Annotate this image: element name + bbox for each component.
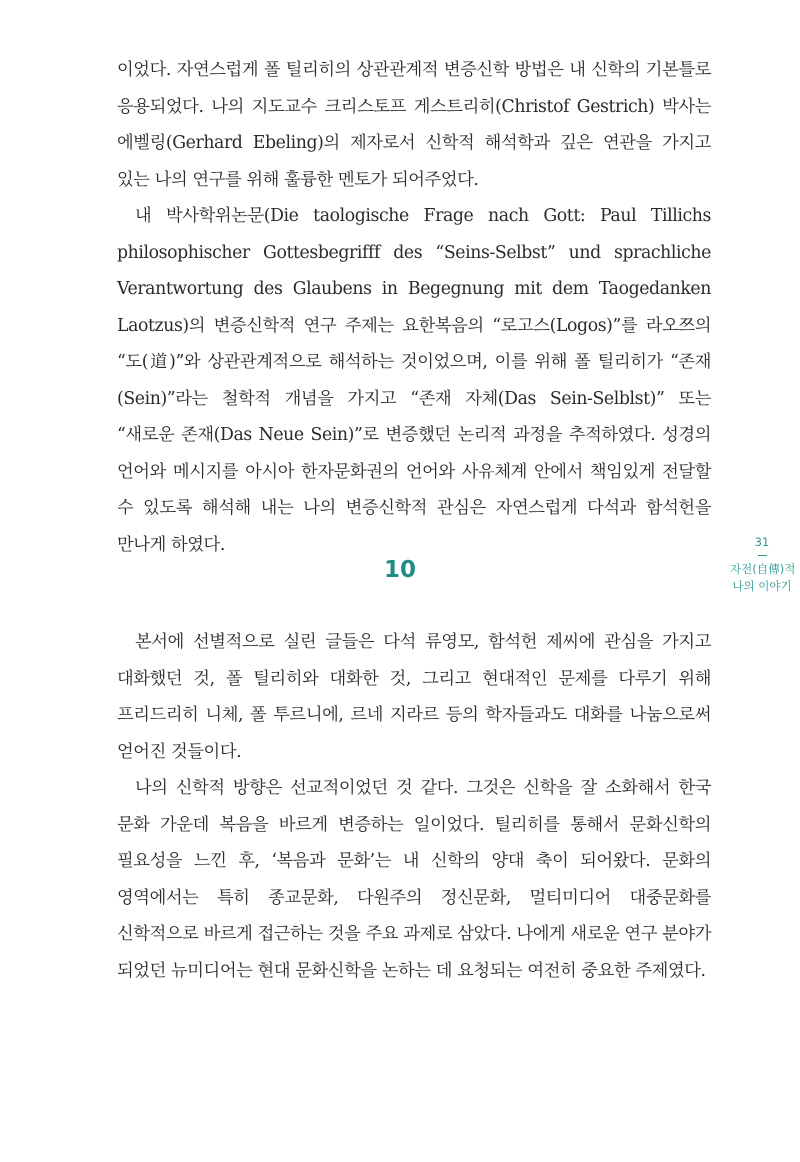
divider — [758, 555, 767, 556]
page-number: 31 — [754, 535, 770, 549]
section-title: 자전(自傳)적 — [730, 562, 796, 576]
text-block-top — [117, 52, 711, 563]
body-paragraph: 이었다. 자연스럽게 폴 틸리히의 상관관계적 변증신학 방법은 내 신학의 기본틀로 응용되었다. 나의 지도교수 크리스토프 게스트리히(Christof Gestrich) 박사는 에벨링(Gerhard Ebeling)의 제자로서 신학적 해석학과 깊은 연관을 가지고 있는 나의 연구를 위해 훌륭한 멘토가 되어주었다. — [117, 60, 711, 190]
body-paragraph: 본서에 선별적으로 실린 글들은 다석 류영모, 함석헌 제씨에 관심을 가지고 대화했던 것, 폴 틸리히와 대화한 것, 그리고 현대적인 문제를 다루기 위해 프리드리히 니체, 폴 투르니에, 르네 지라르 등의 학자들과도 대화를 나눔으로써 얻어진 것들이다. — [117, 632, 711, 762]
body-paragraph: 나의 신학적 방향은 선교적이었던 것 같다. 그것은 신학을 잘 소화해서 한국 문화 가운데 복음을 바르게 변증하는 일이었다. 틸리히를 통해서 문화신학의 필요성을 느낀 후, ‘복음과 문화’는 내 신학의 양대 축이 되어왔다. 문화의 영역에서는 특히 종교문화, 다원주의 정신문화, 멀티미디어 대중문화를 신학적으로 바르게 접근하는 것을 주요 과제로 삼았다. 나에게 새로운 연구 분야가 되었던 뉴미디어는 현대 문화신학을 논하는 데 요청되는 여전히 중요한 주제였다. — [117, 778, 711, 981]
text-block-bottom — [117, 624, 711, 989]
side-note — [730, 534, 794, 595]
section-subtitle: 나의 이야기 — [732, 579, 792, 593]
body-paragraph: 내 박사학위논문(Die taologische Frage nach Gott: Paul Tillichs philosophischer Gottesbegrifff des “Seins-Selbst” und sprachliche Verantwortung des Glaubens in Begegnung mit dem Taogedanken Laotzus)의 변증신학적 연구 주제는 요한복음의 “로고스(Logos)”를 라오쯔의 “도(道)”와 상관관계적으로 해석하는 것이었으며, 이를 위해 폴 틸리히가 “존재(Sein)”라는 철학적 개념을 가지고 “존재 자체(Das Sein-Selblst)” 또는 “새로운 존재(Das Neue Sein)”로 변증했던 논리적 과정을 추적하였다. 성경의 언어와 메시지를 아시아 한자문화권의 언어와 사유체계 안에서 책임있게 전달할 수 있도록 해석해 내는 나의 변증신학적 관심은 자연스럽게 다석과 함석헌을 만나게 하였다. — [117, 206, 711, 555]
chapter-number: 10 — [383, 557, 416, 583]
